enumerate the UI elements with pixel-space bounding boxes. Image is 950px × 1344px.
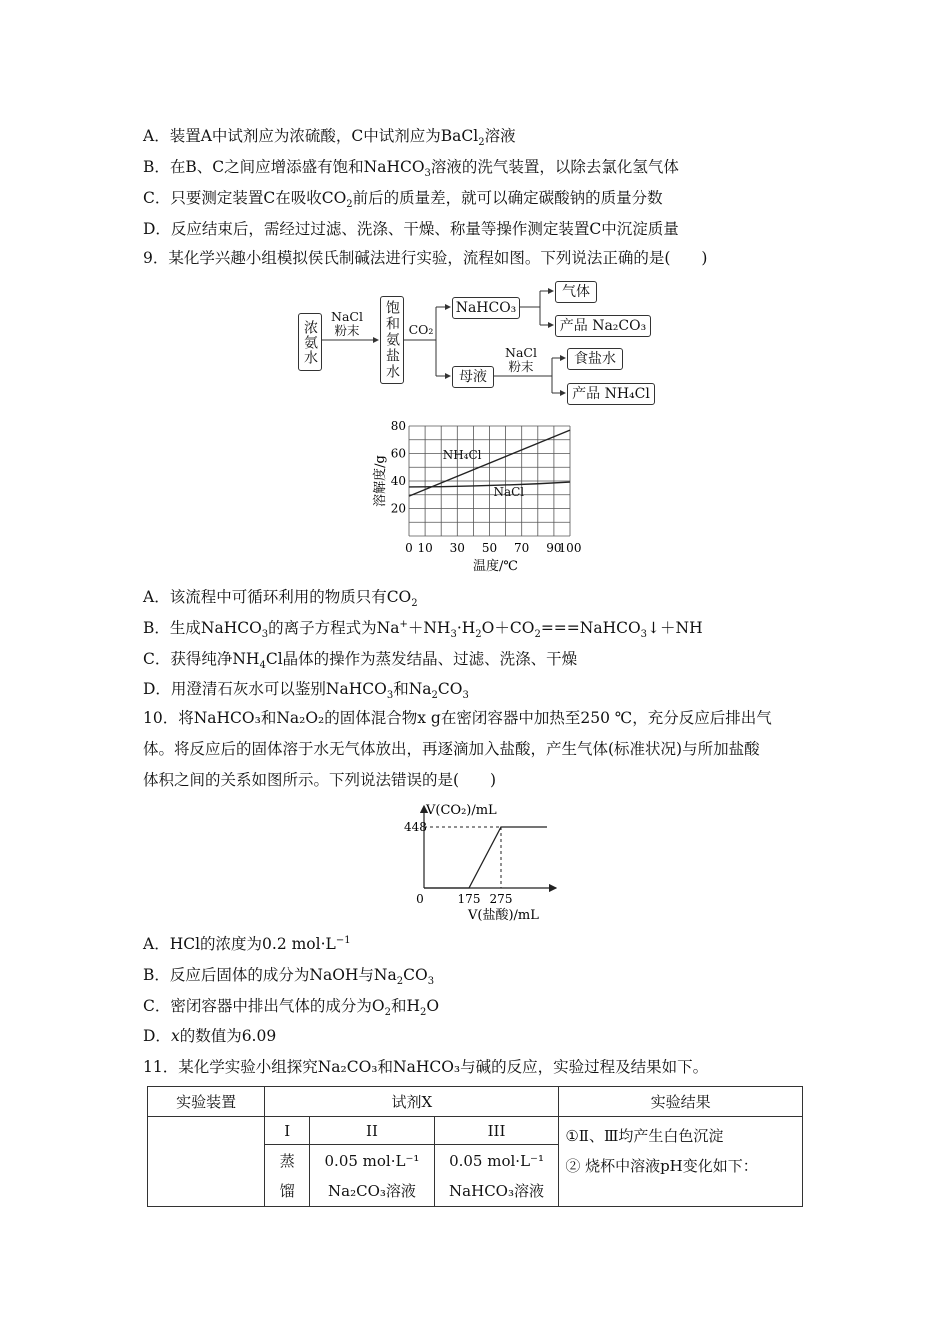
- flow-nahco3-label: NaHCO₃: [455, 300, 517, 316]
- q9opts-option-3: D．用澄清石灰水可以鉴别NaHCO$_3$和$Na_2CO_3$: [143, 680, 469, 702]
- y-axis-label: 溶解度/g: [373, 455, 388, 507]
- sub-header-1: I: [265, 1117, 310, 1145]
- q8-option-0: A．装置A中试剂应为浓硫酸，C中试剂应为BaCl$_2$溶液: [143, 127, 516, 149]
- x-axis-label: 温度/℃: [473, 559, 518, 574]
- flow-product2-label: 产品 NH₄Cl: [572, 386, 650, 402]
- series-label-nacl: NaCl: [493, 485, 525, 500]
- y-tick-label: 20: [390, 501, 406, 516]
- flow-arrow2-label: CO₂: [408, 322, 434, 337]
- flow-saturated-label: 饱和氨盐水: [384, 300, 400, 380]
- question-9-stem: 9．某化学兴趣小组模拟侯氏制碱法进行实验，流程如图。下列说法正确的是( ): [143, 249, 708, 267]
- reagent-3: 0.05 mol·L⁻¹ NaHCO₃溶液: [434, 1145, 559, 1207]
- y-tick-label: 80: [390, 419, 406, 433]
- y-tick-label: 60: [390, 446, 406, 461]
- q10opts-option-3: D．x的数值为6.09: [143, 1027, 277, 1045]
- flow-arrow1-label: NaCl 粉末: [331, 309, 363, 338]
- y-tick-448: 448: [404, 820, 427, 834]
- x-tick-175: 175: [457, 892, 481, 906]
- reagent-1: 蒸馏: [265, 1145, 310, 1207]
- q10opts-option-0: A．HCl的浓度为0.2 $mol\cdot L^{-1}$: [143, 934, 351, 953]
- sub-header-3: III: [434, 1117, 559, 1145]
- y-axis-label: V(CO₂)/mL: [426, 803, 497, 818]
- experiment-table: [147, 1086, 803, 1207]
- x-tick-275: 275: [489, 892, 513, 906]
- x-tick-label: 70: [514, 541, 530, 555]
- result-cell: [559, 1117, 803, 1207]
- flow-arrow3-label: NaCl 粉末: [505, 345, 537, 374]
- series-line: [424, 827, 547, 888]
- x-axis-label: V(盐酸)/mL: [468, 908, 539, 922]
- question-10-stem-3: 体积之间的关系如图所示。下列说法错误的是( ): [143, 771, 497, 789]
- q8-option-3: D．反应结束后，需经过过滤、洗涤、干燥、称量等操作测定装置C中沉淀质量: [143, 220, 679, 238]
- x-tick-label: 50: [481, 541, 498, 555]
- q9opts-option-0: A．该流程中可循环利用的物质只有$CO_2$: [143, 588, 418, 610]
- question-11-stem: 11．某化学实验小组探究Na₂CO₃和NaHCO₃与碱的反应，实验过程及结果如下。: [143, 1058, 709, 1076]
- flow-product1-label: 产品 Na₂CO₃: [559, 318, 647, 334]
- header-result: 实验结果: [559, 1087, 803, 1117]
- reagent-2: 0.05 mol·L⁻¹ Na₂CO₃溶液: [310, 1145, 435, 1207]
- q10opts-option-2: C．密闭容器中排出气体的成分为$O_2$和$H_2O$: [143, 997, 440, 1019]
- q9opts-option-1: B．生成NaHCO$_3$的离子方程式为$Na^++NH_3\cdot H_2O+CO_2===NaHCO_3↓+NH$: [143, 618, 703, 641]
- x-tick-label: 100: [558, 541, 582, 555]
- question-10-stem-2: 体。将反应后的固体溶于水无气体放出，再逐滴加入盐酸，产生气体(标准状况)与所加盐酸: [143, 740, 760, 758]
- x-tick-label: 10: [417, 541, 433, 555]
- header-reagent: 试剂X: [265, 1087, 559, 1117]
- flow-arrows: [0, 0, 950, 420]
- series-label-nh4cl: NH₄Cl: [442, 448, 482, 462]
- result-line-2: ② 烧杯中溶液pH变化如下：: [565, 1157, 758, 1175]
- result-line-1: ①Ⅱ、Ⅲ均产生白色沉淀: [565, 1127, 724, 1145]
- x-tick-label: 30: [449, 541, 465, 555]
- flow-mother-label: 母液: [459, 369, 487, 385]
- q10opts-option-1: B．反应后固体的成分为NaOH与$Na_2CO_3$: [143, 966, 435, 988]
- flow-gas-label: 气体: [562, 284, 590, 300]
- apparatus-cell: [148, 1117, 265, 1207]
- header-apparatus: 实验装置: [148, 1087, 265, 1117]
- q8-option-1: B．在B、C之间应增添盛有饱和NaHCO$_3$溶液的洗气装置，以除去氯化氢气体: [143, 158, 679, 180]
- question-10-stem-1: 10．将NaHCO₃和Na₂O₂的固体混合物x g在密闭容器中加热至250 ℃，充分反应后排出气: [143, 709, 772, 727]
- solubility-chart: [360, 412, 600, 582]
- flow-start-label: 浓氨水: [302, 319, 318, 365]
- x-tick-label: 0: [405, 541, 413, 555]
- flow-brine-label: 食盐水: [574, 351, 616, 367]
- x-tick-0: 0: [416, 892, 424, 906]
- sub-header-2: II: [310, 1117, 435, 1145]
- x-tick-label: 90: [546, 541, 562, 555]
- q8-option-2: C．只要测定装置C在吸收$CO_2$前后的质量差，就可以确定碳酸钠的质量分数: [143, 189, 663, 211]
- q9opts-option-2: C．获得纯净$NH_4Cl$晶体的操作为蒸发结晶、过滤、洗涤、干燥: [143, 650, 578, 672]
- co2-volume-chart: [380, 798, 580, 922]
- y-tick-label: 40: [390, 474, 406, 488]
